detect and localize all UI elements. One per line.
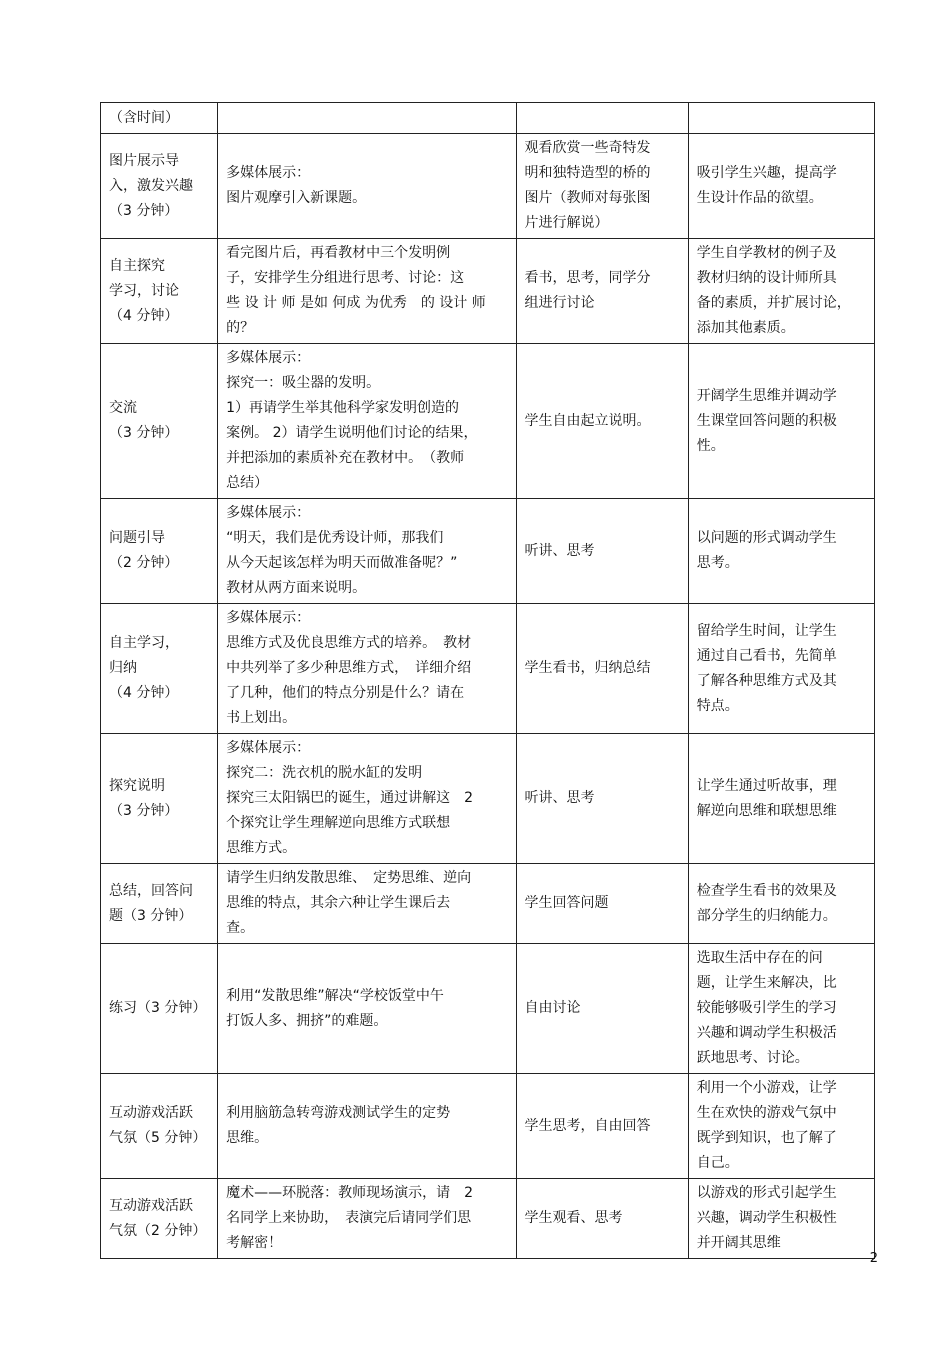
table-header-row [101, 103, 875, 134]
student-activity-cell: 听讲、思考 [516, 734, 688, 864]
design-purpose-cell: 开阔学生思维并调动学 生课堂回答问题的积极 性。 [688, 344, 874, 499]
student-activity-cell: 听讲、思考 [516, 499, 688, 604]
header-student-cell [516, 103, 688, 134]
design-purpose-cell: 利用一个小游戏，让学 生在欢快的游戏气氛中 既学到知识，也了解了 自己。 [688, 1074, 874, 1179]
table-row [101, 944, 875, 1074]
design-purpose-cell: 以问题的形式调动学生 思考。 [688, 499, 874, 604]
design-purpose-cell: 留给学生时间，让学生 通过自己看书，先简单 了解各种思维方式及其 特点。 [688, 604, 874, 734]
design-purpose-cell: 选取生活中存在的问 题，让学生来解决，比 较能够吸引学生的学习 兴趣和调动学生积极活 跃地思考、讨论。 [688, 944, 874, 1074]
stage-cell: 自主学习， 归纳 （4 分钟） [101, 604, 218, 734]
table-row [101, 1074, 875, 1179]
header-purpose-cell [688, 103, 874, 134]
table-row [101, 1179, 875, 1259]
student-activity-cell: 学生看书，归纳总结 [516, 604, 688, 734]
teacher-activity-cell: 多媒体展示： 探究二：洗衣机的脱水缸的发明 探究三太阳锅巴的诞生，通过讲解这 2 个探究让学生理解逆向思维方式联想 思维方式。 [218, 734, 516, 864]
teacher-activity-cell: 看完图片后，再看教材中三个发明例 子，安排学生分组进行思考、讨论：这 些 设 计 师 是如 何成 为优秀 的 设计 师 的？ [218, 239, 516, 344]
lesson-plan-table [100, 102, 875, 1259]
teacher-activity-cell: 多媒体展示： 图片观摩引入新课题。 [218, 134, 516, 239]
design-purpose-cell: 检查学生看书的效果及 部分学生的归纳能力。 [688, 864, 874, 944]
teacher-activity-cell: 魔术——环脱落：教师现场演示，请 2 名同学上来协助， 表演完后请同学们思 考解密！ [218, 1179, 516, 1259]
student-activity-cell: 自由讨论 [516, 944, 688, 1074]
stage-cell: 交流 （3 分钟） [101, 344, 218, 499]
stage-cell: 互动游戏活跃 气氛（2 分钟） [101, 1179, 218, 1259]
design-purpose-cell: 吸引学生兴趣，提高学 生设计作品的欲望。 [688, 134, 874, 239]
table-row [101, 604, 875, 734]
table-row [101, 734, 875, 864]
design-purpose-cell: 让学生通过听故事，理 解逆向思维和联想思维 [688, 734, 874, 864]
header-teacher-cell [218, 103, 516, 134]
stage-cell: 练习（3 分钟） [101, 944, 218, 1074]
student-activity-cell: 学生自由起立说明。 [516, 344, 688, 499]
stage-cell: 互动游戏活跃 气氛（5 分钟） [101, 1074, 218, 1179]
stage-cell: 总结，回答问 题（3 分钟） [101, 864, 218, 944]
teacher-activity-cell: 利用“发散思维”解决“学校饭堂中午 打饭人多、拥挤”的难题。 [218, 944, 516, 1074]
student-activity-cell: 看书，思考，同学分 组进行讨论 [516, 239, 688, 344]
design-purpose-cell: 学生自学教材的例子及 教材归纳的设计师所具 备的素质，并扩展讨论， 添加其他素质。 [688, 239, 874, 344]
stage-cell: 探究说明 （3 分钟） [101, 734, 218, 864]
table-row [101, 344, 875, 499]
table-row [101, 134, 875, 239]
teacher-activity-cell: 多媒体展示： 思维方式及优良思维方式的培养。 教材 中共列举了多少种思维方式， 详细介绍 了几种，他们的特点分别是什么？请在 书上划出。 [218, 604, 516, 734]
teacher-activity-cell: 多媒体展示： “明天，我们是优秀设计师，那我们 从今天起该怎样为明天而做准备呢？” 教材从两方面来说明。 [218, 499, 516, 604]
teacher-activity-cell: 多媒体展示： 探究一：吸尘器的发明。 1）再请学生举其他科学家发明创造的 案例。 2）请学生说明他们讨论的结果， 并把添加的素质补充在教材中。 （教师 总结） [218, 344, 516, 499]
student-activity-cell: 观看欣赏一些奇特发 明和独特造型的桥的 图片（教师对每张图 片进行解说） [516, 134, 688, 239]
table-body [101, 103, 875, 1259]
design-purpose-cell: 以游戏的形式引起学生 兴趣，调动学生积极性 并开阔其思维 [688, 1179, 874, 1259]
student-activity-cell: 学生观看、思考 [516, 1179, 688, 1259]
table-row [101, 499, 875, 604]
page-number: 2 [869, 1251, 878, 1266]
student-activity-cell: 学生回答问题 [516, 864, 688, 944]
teacher-activity-cell: 利用脑筋急转弯游戏测试学生的定势 思维。 [218, 1074, 516, 1179]
header-stage-cell: （含时间） [101, 103, 218, 134]
table-row [101, 864, 875, 944]
stage-cell: 问题引导 （2 分钟） [101, 499, 218, 604]
teacher-activity-cell: 请学生归纳发散思维、 定势思维、逆向 思维的特点，其余六种让学生课后去 查。 [218, 864, 516, 944]
student-activity-cell: 学生思考，自由回答 [516, 1074, 688, 1179]
stage-cell: 图片展示导 入，激发兴趣 （3 分钟） [101, 134, 218, 239]
stage-cell: 自主探究 学习，讨论 （4 分钟） [101, 239, 218, 344]
table-row [101, 239, 875, 344]
